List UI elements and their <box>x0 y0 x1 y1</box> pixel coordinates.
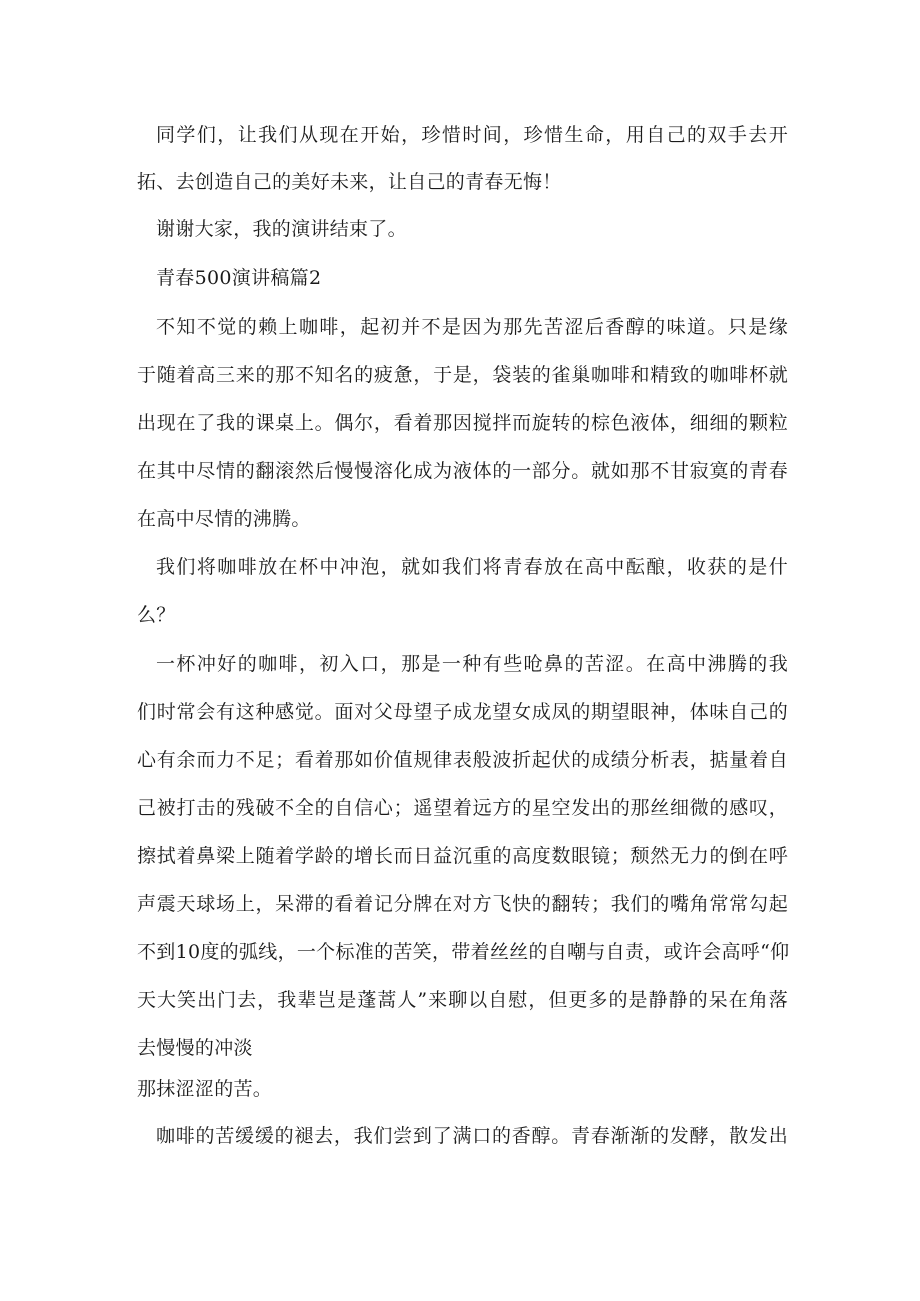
paragraph-line: 天大笑出门去，我辈岂是蓬蒿人”来聊以自慰，但更多的是静静的呆在角落 <box>137 989 788 1011</box>
paragraph-line: 一杯冲好的咖啡，初入口，那是一种有些呛鼻的苦涩。在高中沸腾的我 <box>156 653 788 675</box>
paragraph-line: 么？ <box>137 604 176 626</box>
paragraph-line: 谢谢大家，我的演讲结束了。 <box>156 218 407 240</box>
paragraph-line: 同学们，让我们从现在开始，珍惜时间，珍惜生命，用自己的双手去开 <box>156 124 788 146</box>
paragraph-line: 己被打击的残破不全的自信心；遥望着远方的星空发出的那丝细微的感叹， <box>137 797 788 819</box>
paragraph-line: 咖啡的苦缓缓的褪去，我们尝到了满口的香醇。青春渐渐的发酵，散发出 <box>156 1125 788 1147</box>
paragraph-line: 在其中尽情的翻滚然后慢慢溶化成为液体的一部分。就如那不甘寂寞的青春 <box>137 460 788 482</box>
paragraph-line: 于随着高三来的那不知名的疲惫，于是，袋装的雀巢咖啡和精致的咖啡杯就 <box>137 364 788 386</box>
paragraph-line: 在高中尽情的沸腾。 <box>137 508 311 530</box>
paragraph-line: 声震天球场上，呆滞的看着记分牌在对方飞快的翻转；我们的嘴角常常勾起 <box>137 893 788 915</box>
paragraph-line: 那抹涩涩的苦。 <box>137 1078 273 1100</box>
section-heading: 青春500演讲稿篇2 <box>156 267 322 289</box>
paragraph-line: 们时常会有这种感觉。面对父母望子成龙望女成凤的期望眼神，体味自己的 <box>137 701 788 723</box>
paragraph-line: 我们将咖啡放在杯中冲泡，就如我们将青春放在高中酝酿，收获的是什 <box>156 556 788 578</box>
paragraph-line: 去慢慢的冲淡 <box>137 1037 253 1059</box>
paragraph-line: 出现在了我的课桌上。偶尔，看着那因搅拌而旋转的棕色液体，细细的颗粒 <box>137 412 788 434</box>
paragraph-line: 拓、去创造自己的美好未来，让自己的青春无悔！ <box>137 171 562 193</box>
paragraph-line: 心有余而力不足；看着那如价值规律表般波折起伏的成绩分析表，掂量着自 <box>137 749 788 771</box>
paragraph-line: 擦拭着鼻梁上随着学龄的增长而日益沉重的高度数眼镜；颓然无力的倒在呼 <box>137 845 788 867</box>
paragraph-line: 不知不觉的赖上咖啡，起初并不是因为那先苦涩后香醇的味道。只是缘 <box>156 316 788 338</box>
paragraph-line: 不到10度的弧线，一个标准的苦笑，带着丝丝的自嘲与自责，或许会高呼“仰 <box>137 941 790 963</box>
